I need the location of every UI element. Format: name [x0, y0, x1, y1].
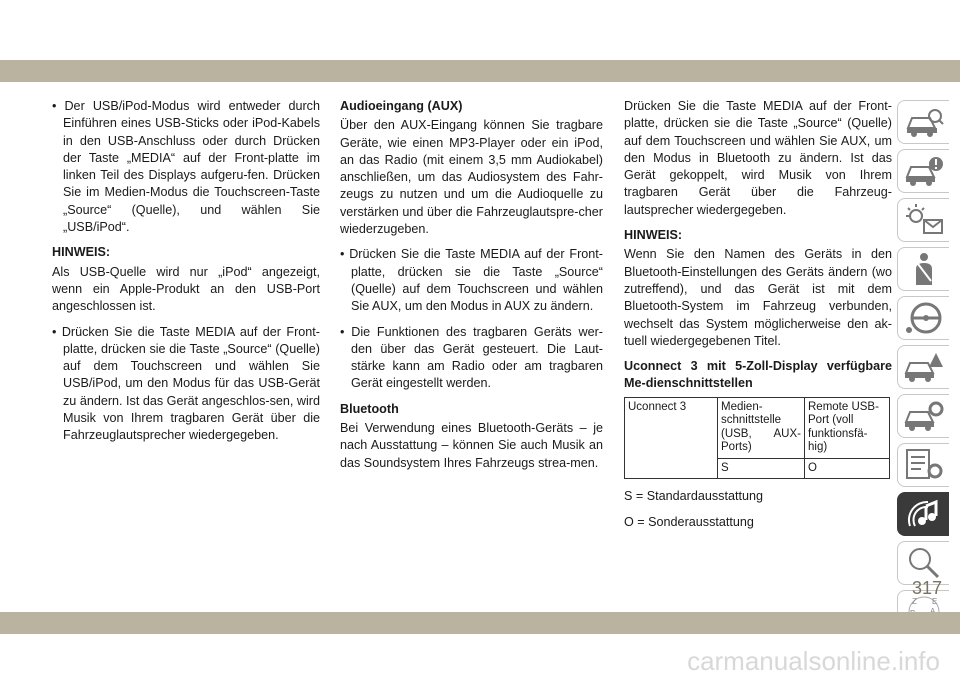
tab-settings-list[interactable] [897, 443, 949, 487]
note-heading-2: HINWEIS: [624, 228, 683, 243]
note-text: Als USB-Quelle wird nur „iPod“ angezeigt, wenn ein Apple-Produkt an den USB-Port angeschlossen ist. [52, 264, 320, 314]
tab-seatbelt[interactable] [897, 247, 949, 291]
aux-bullet-1: • Drücken Sie die Taste MEDIA auf der Front-platte, drücken sie die Taste „Source“ (Quelle) auf dem Touchscreen und wählen Sie AUX, um den Modus in AUX zu ändern. [340, 247, 603, 314]
svg-text:Z: Z [911, 597, 917, 606]
aux-heading: Audioeingang (AUX) [340, 99, 463, 113]
top-margin [0, 0, 960, 60]
settings-list-icon [904, 447, 944, 483]
light-signal-icon [904, 202, 944, 238]
table-cell: Remote USB-Port (voll funktionsfä-hig) [805, 397, 890, 458]
car-info-icon [904, 104, 944, 140]
tab-light-signal[interactable] [897, 198, 949, 242]
tab-steering-wheel[interactable] [897, 296, 949, 340]
aux-bullet-2: • Die Funktionen des tragbaren Geräts wer-den über das Gerät gesteuert. Die Laut-stärke kann am Radio oder am tragbaren Gerät eingestellt werden. [340, 324, 603, 391]
legend-standard: S = Standardausstattung [624, 489, 763, 504]
road-warning-icon [904, 349, 944, 385]
header-band [0, 60, 960, 82]
chapter-tabs [897, 100, 949, 639]
tab-road-warning[interactable] [897, 345, 949, 389]
table-row [625, 397, 890, 458]
table-heading: Uconnect 3 mit 5-Zoll-Display verfügbare Me-dienschnittstellen [624, 359, 892, 391]
column-3 [624, 98, 892, 539]
note-text-2: Wenn Sie den Namen des Geräts in den Bluetooth-Einstellungen des Geräts ändern (wo zutreffend), und das Gerät ist mit dem Bluetooth-System im Fahrzeug verbunden, wechselt das System möglicherweise den ak-tuell wiedergegebenen Titel. [624, 247, 892, 348]
tab-car-info[interactable] [897, 100, 949, 144]
seatbelt-icon [904, 251, 944, 287]
legend-optional: O = Sonderausstattung [624, 514, 754, 529]
usb-change-bullet: • Drücken Sie die Taste MEDIA auf der Front-platte, drücken sie die Taste „Source“ (Quelle) auf dem Touchscreen und wählen Sie USB/iPod, um den Modus für das USB-Gerät zu ändern. Ist das Gerät angeschlos-sen, wird Musik von Ihrem tragbaren Gerät über die Fahrzeuglautsprecher wiedergegeben. [52, 324, 320, 443]
table-cell: Medien-schnittstelle (USB, AUX-Ports) [718, 397, 805, 458]
table-cell: O [805, 458, 890, 479]
svg-text:E: E [931, 597, 937, 606]
note-heading: HINWEIS: [52, 245, 111, 260]
bluetooth-text: Bei Verwendung eines Bluetooth-Geräts – je nach Ausstattung – können Sie auch Musik an das Soundsystem Ihres Fahrzeugs strea-men. [340, 421, 603, 470]
car-service-icon [904, 398, 944, 434]
column-1 [52, 98, 320, 453]
media-interface-table [624, 397, 890, 480]
usb-mode-bullet: • Der USB/iPod-Modus wird entweder durch Einführen eines USB-Sticks oder iPod-Kabels in den USB-Anschluss oder durch Drücken der Taste „MEDIA“ auf der Front-platte im linken Teil des Displays aufgeru-fen. Drücken Sie im Medien-Modus die Touchscreen-Taste „Source“ (Quelle), und wählen Sie „USB/iPod“. [52, 99, 320, 235]
table-cell: Uconnect 3 [625, 397, 718, 479]
search-icon [904, 545, 944, 581]
footer-band [0, 612, 960, 634]
table-cell: S [718, 458, 805, 479]
car-warning-icon [904, 153, 944, 189]
aux-text: Über den AUX-Eingang können Sie tragbare Geräte, wie einen MP3-Player oder ein iPod, an das Radio (mit einem 3,5 mm Audiokabel) anschließen, um das Audiosystem des Fahr-zeugs zu nutzen und um die Audioquelle zu verstärken und über die Fahrzeuglautspre-cher wiederzugeben. [340, 118, 603, 237]
page-number: 317 [911, 578, 942, 598]
bluetooth-heading: Bluetooth [340, 401, 399, 416]
watermark: carmanualsonline.info [687, 646, 940, 676]
steering-wheel-icon [904, 300, 944, 336]
tab-car-service[interactable] [897, 394, 949, 438]
column-2 [340, 98, 603, 480]
bluetooth-mode-text: Drücken Sie die Taste MEDIA auf der Front-platte, drücken sie die Taste „Source“ (Quelle) auf dem Touchscreen und wählen Sie AUX, um den Modus in Bluetooth zu ändern. Ist das Gerät gekoppelt, wird Musik von Ihrem tragbaren Gerät über die Fahrzeug-lautsprecher wiedergegeben. [624, 99, 892, 217]
multimedia-icon [904, 496, 944, 532]
tab-multimedia[interactable] [897, 492, 949, 536]
tab-car-warning[interactable] [897, 149, 949, 193]
